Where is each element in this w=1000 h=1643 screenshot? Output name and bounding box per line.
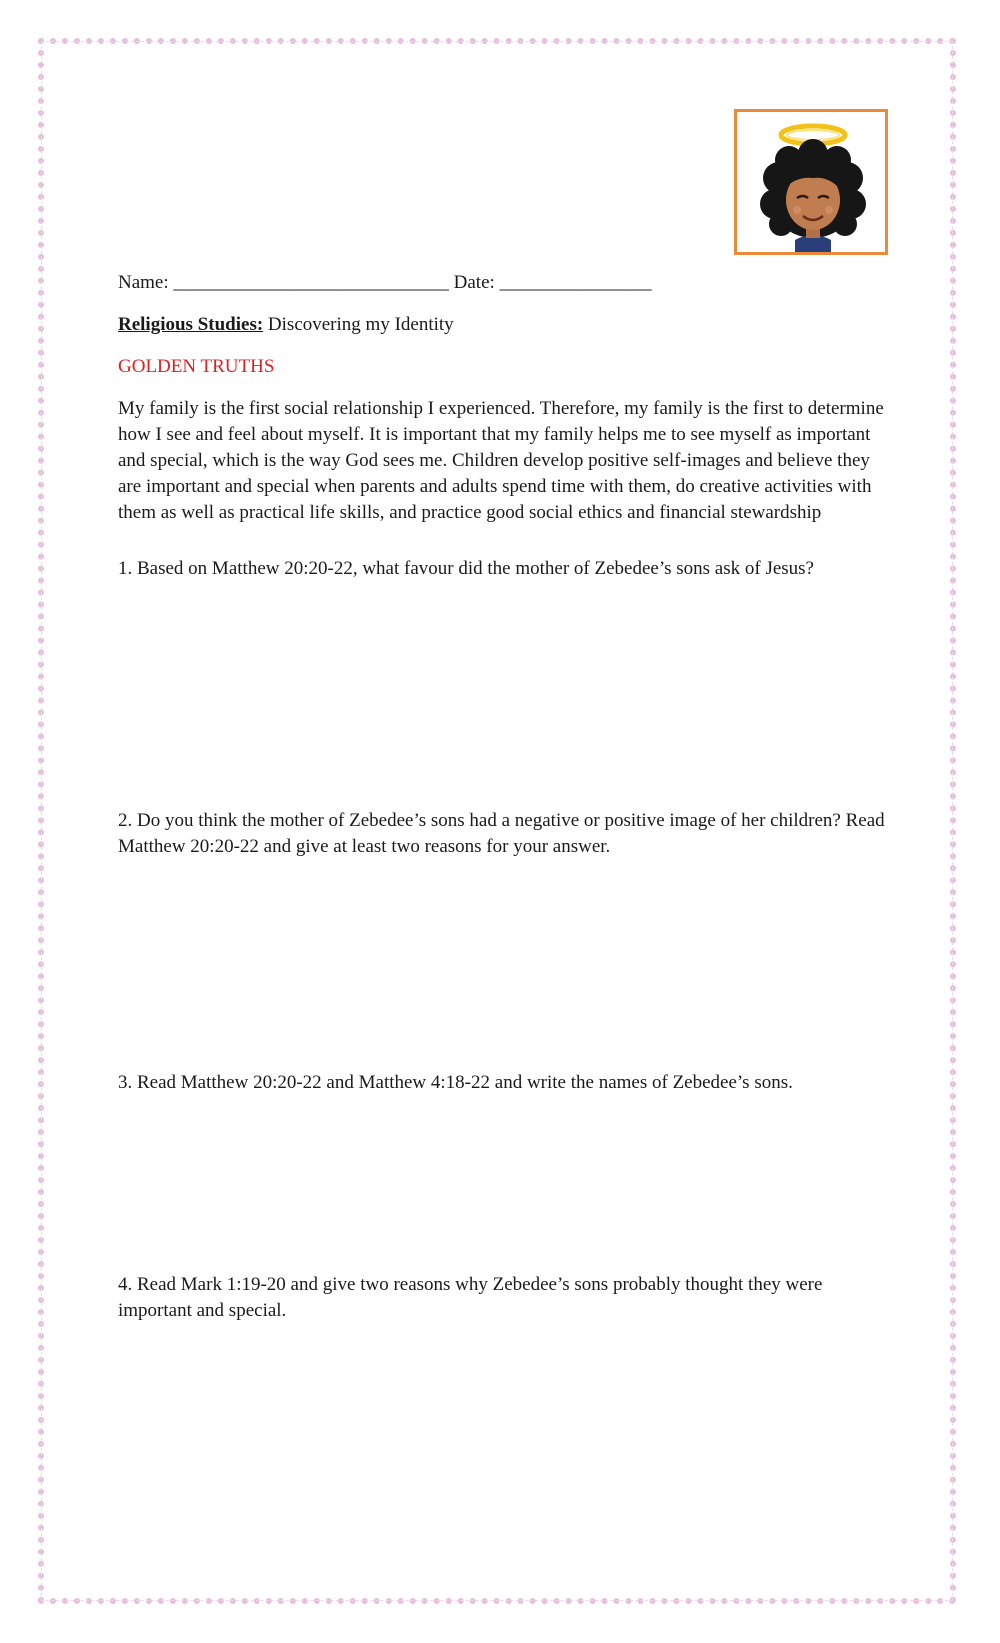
date-field[interactable]: ________________	[499, 272, 652, 293]
name-label: Name:	[118, 272, 169, 293]
intro-paragraph: My family is the first social relationship I experienced. Therefore, my family is the first to determine how I see and feel about myself. It is important that my family helps me to see myself as important and special, which is the way God sees me. Children develop positive self-images and believe they are important and special when parents and adults spend time with them, do creative activities with them as well as practical life skills, and practice good social ethics and financial stewardship	[118, 398, 884, 523]
question-1: 1. Based on Matthew 20:20-22, what favour did the mother of Zebedee’s sons ask of Jesus?	[118, 558, 814, 579]
avatar-frame	[734, 109, 888, 255]
name-date-row	[118, 270, 888, 296]
date-label: Date:	[453, 272, 495, 293]
question-3: 3. Read Matthew 20:20-22 and Matthew 4:18-22 and write the names of Zebedee’s sons.	[118, 1072, 793, 1093]
subject-topic: Discovering my Identity	[267, 314, 454, 335]
subject-label: Religious Studies:	[118, 314, 264, 335]
worksheet-header	[118, 270, 888, 542]
question-4: 4. Read Mark 1:19-20 and give two reasons why Zebedee’s sons probably thought they were important and special.	[118, 1274, 823, 1321]
name-field[interactable]: _____________________________	[173, 272, 449, 293]
section-title: GOLDEN TRUTHS	[118, 356, 275, 377]
subject-heading	[118, 312, 888, 338]
question-2: 2. Do you think the mother of Zebedee’s sons had a negative or positive image of her children? Read Matthew 20:20-22 and give at least two reasons for your answer.	[118, 810, 885, 857]
halo-bitmoji-icon	[737, 112, 885, 252]
